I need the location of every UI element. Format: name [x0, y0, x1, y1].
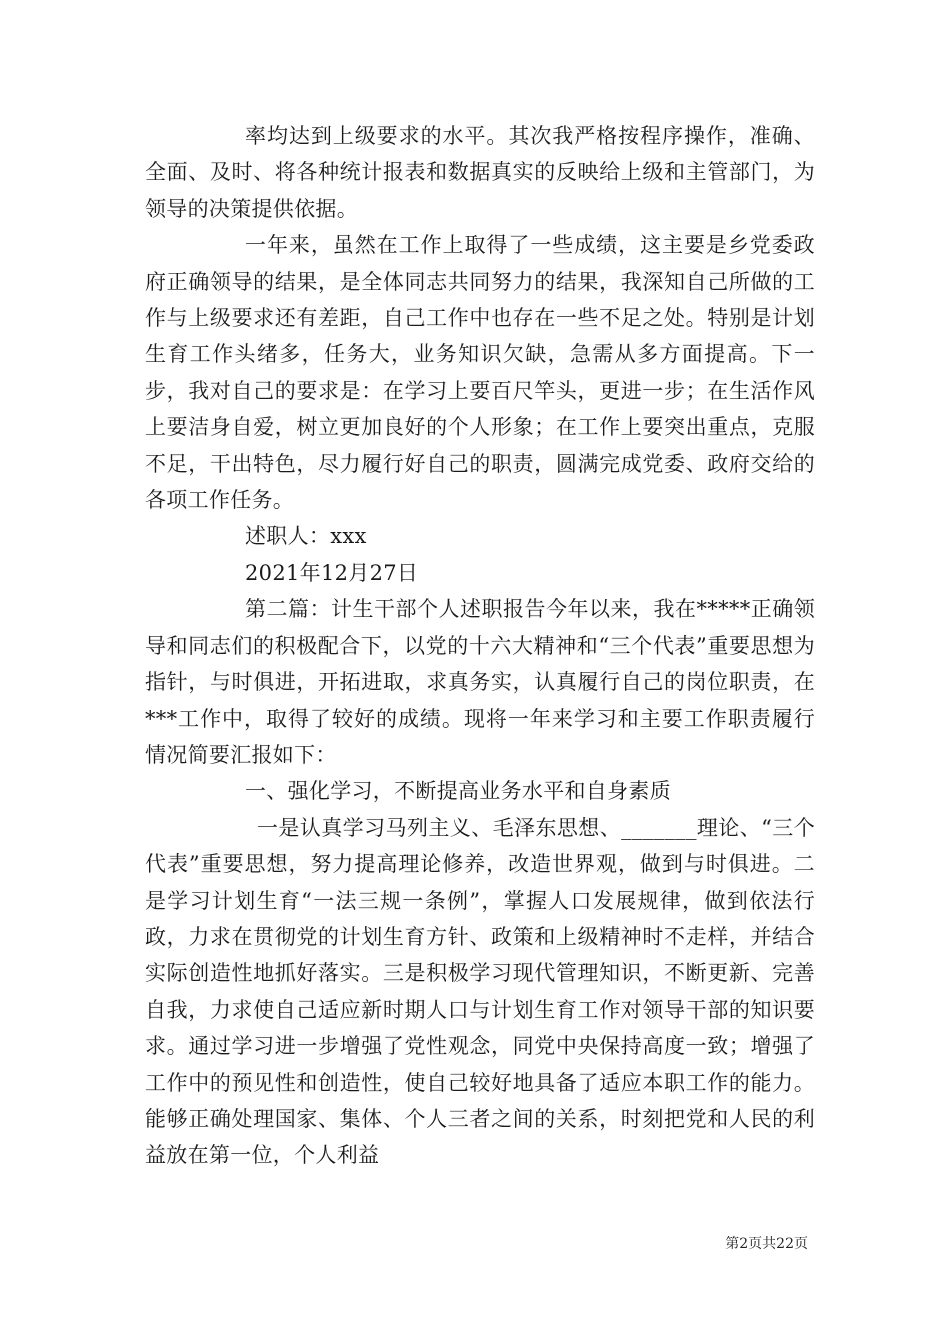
page-number: 第2页共22页 [725, 1236, 808, 1252]
paragraph-self-assessment: 一年来，虽然在工作上取得了一些成绩，这主要是乡党委政府正确领导的结果，是全体同志共同努力的结果，我深知自己所做的工作与上级要求还有差距，自己工作中也存在一些不足之处。特别是计划生育工作头绪多，任务大，业务知识欠缺，急需从多方面提高。下一步，我对自己的要求是：在学习上要百尺竿头，更进一步；在生活作风上要洁身自爱，树立更加良好的个人形象；在工作上要突出重点，克服不足，干出特色，尽力履行好自己的职责，圆满完成党委、政府交给的各项工作任务。 [145, 233, 815, 513]
paragraph-second-report: 第二篇：计生干部个人述职报告今年以来，我在*****正确领导和同志们的积极配合下，以党的十六大精神和“三个代表”重要思想为指针，与时俱进，开拓进取，求真务实，认真履行自己的岗位职责，在***工作中，取得了较好的成绩。现将一年来学习和主要工作职责履行情况简要汇报如下： [145, 597, 815, 767]
section-heading: 一、强化学习，不断提高业务水平和自身素质 [245, 779, 671, 804]
paragraph-study: 一是认真学习马列主义、毛泽东思想、_______理论、“三个代表”重要思想，努力提高理论修养，改造世界观，做到与时俱进。二是学习计划生育“一法三规一条例”，掌握人口发展规律，做到依法行政，力求在贯彻党的计划生育方针、政策和上级精神时不走样，并结合实际创造性地抓好落实。三是积极学习现代管理知识，不断更新、完善自我，力求使自己适应新时期人口与计划生育工作对领导干部的知识要求。通过学习进一步增强了党性观念，同党中央保持高度一致；增强了工作中的预见性和创造性，使自己较好地具备了适应本职工作的能力。能够正确处理国家、集体、个人三者之间的关系，时刻把党和人民的利益放在第一位，个人利益 [145, 815, 815, 1168]
signature-line: 述职人：xxx [245, 524, 367, 549]
date-line: 2021年12月27日 [245, 560, 419, 585]
document-body [145, 118, 815, 1174]
paragraph-continued: 率均达到上级要求的水平。其次我严格按程序操作，准确、全面、及时、将各种统计报表和数据真实的反映给上级和主管部门，为领导的决策提供依据。 [145, 124, 815, 221]
